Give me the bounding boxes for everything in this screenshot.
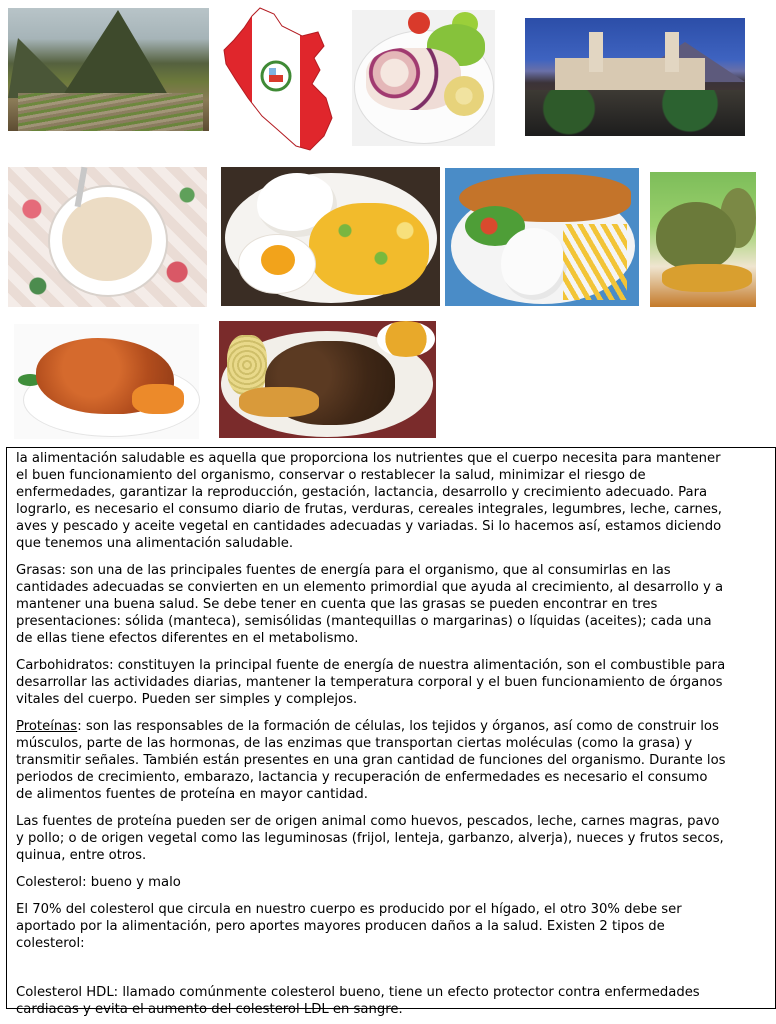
text-line: cantidades adecuadas se convierten en un elemento primordial que ayuda al crecimiento, al desarrollo y a	[16, 580, 724, 595]
leaf-bundle	[656, 202, 736, 270]
text-line: músculos, parte de las hormonas, de las enzimas que transportan ciertas moléculas (como la grasa) y	[16, 736, 693, 751]
text-line: cardiacas y evita el aumento del colesterol LDL en sangre.	[16, 1002, 403, 1017]
text-line: El 70% del colesterol que circula en nuestro cuerpo es producido por el hígado, el otro 30% debe ser	[16, 902, 682, 917]
corn-cob	[227, 335, 267, 395]
paragraph-carbohidratos	[16, 657, 775, 708]
text-line: que tenemos una alimentación saludable.	[16, 536, 294, 551]
arequipa-cathedral-photo	[525, 18, 745, 136]
text-line: aves y pescado y aceite vegetal en cantidades adecuadas y variadas. Si lo hacemos así, estamos diciendo	[16, 519, 722, 534]
roasted-cuy-photo	[14, 324, 199, 439]
document-text-box	[6, 447, 776, 1017]
text-line: Carbohidratos: constituyen la principal fuente de energía de nuestra alimentación, son el combustible para	[16, 658, 726, 673]
paragraph-colesterol	[16, 901, 775, 952]
text-line: la alimentación saludable es aquella que proporciona los nutrientes que el cuerpo necesita para mantener	[16, 451, 721, 466]
machu-picchu-photo	[8, 8, 209, 131]
cathedral-tower-right	[665, 32, 679, 72]
text-line: el buen funcionamiento del organismo, conservar o restablecer la salud, minimizar el riesgo de	[16, 468, 646, 483]
text-line: enfermedades, garantizar la reproducción, gestación, lactancia, desarrollo y crecimiento adecuado. Para	[16, 485, 708, 500]
paragraph-fuentes-proteina	[16, 813, 775, 864]
text-line: colesterol:	[16, 936, 85, 951]
text-line: Colesterol HDL: llamado comúnmente colesterol bueno, tiene un efecto protector contra enfermedades	[16, 985, 700, 1000]
paragraph-colesterol-heading	[16, 874, 775, 891]
text-line: de ellas tiene efectos diferentes en el metabolismo.	[16, 631, 359, 646]
tomato	[408, 12, 430, 34]
text-line	[16, 718, 775, 735]
text-line: quinua, entre otros.	[16, 848, 147, 863]
huayna-picchu-peak	[63, 10, 168, 95]
juanes-photo	[650, 172, 756, 307]
text-line: Las fuentes de proteína pueden ser de origen animal como huevos, pescados, leche, carnes magras, pavo	[16, 814, 720, 829]
text-line: desarrollar las actividades diarias, mantener la temperatura corporal y el buen funcionamiento de órganos	[16, 675, 723, 690]
fried-fish-photo	[445, 168, 639, 306]
paragraph-intro	[16, 450, 775, 552]
text-line: vitales del cuerpo. Pueden ser simples y complejos.	[16, 692, 358, 707]
paragraph-hdl	[16, 984, 775, 1018]
sweet-potato	[239, 387, 319, 417]
text-line: de alimentos fuentes de proteína en mayor cantidad.	[16, 787, 368, 802]
text-line: aportado por la alimentación, pero aportes mayores producen daños a la salud. Existen 2 tipos de	[16, 919, 665, 934]
pudding	[62, 197, 152, 281]
text-line: Colesterol: bueno y malo	[16, 875, 181, 890]
text-line: presentaciones: sólida (manteca), semisólidas (mantequillas o margarinas) o líquidas (aceites); cada una	[16, 614, 712, 629]
ceviche-photo	[352, 10, 495, 146]
ruins-terraces	[18, 93, 203, 131]
text-line: transmitir señales. También están presentes en una gran cantidad de funciones del organismo. Durante los	[16, 753, 726, 768]
egg-yolk	[261, 245, 295, 275]
blank-space	[16, 962, 775, 984]
text-line: lograrlo, es necesario el consumo diario de frutas, verduras, cereales integrales, legumbres, leche, carnes,	[16, 502, 723, 517]
french-fries	[563, 224, 627, 300]
corn-kernels	[444, 76, 484, 116]
mazamorra-photo	[8, 167, 207, 307]
paragraph-grasas	[16, 562, 775, 647]
cathedral-tower-left	[589, 32, 603, 72]
stew	[309, 203, 429, 295]
pachamanca-photo	[219, 321, 436, 438]
peru-map-svg	[222, 6, 334, 152]
plaza-trees	[525, 90, 745, 136]
text-line: periodos de crecimiento, embarazo, lactancia y recuperación de enfermedades es necesario el consumo	[16, 770, 708, 785]
rice	[501, 228, 567, 300]
fried-yuca	[662, 264, 752, 292]
sauce-bowl	[377, 321, 435, 357]
text-line: mantener una buena salud. Se debe tener en cuenta que las grasas se pueden encontrar en tres	[16, 597, 658, 612]
text-line: Grasas: son una de las principales fuentes de energía para el organismo, que al consumirlas en las	[16, 563, 671, 578]
rice-egg-stew-photo	[221, 167, 440, 306]
proteinas-term: Proteínas	[16, 719, 78, 734]
text-line: y pollo; o de origen vegetal como las leguminosas (frijol, lenteja, garbanzo, alverja), nueces y frutos secos,	[16, 831, 724, 846]
text-fragment: : son las responsables de la formación de células, los tejidos y órganos, así como de construir los	[77, 719, 719, 734]
peru-flag-map-image	[222, 6, 334, 152]
paragraph-proteinas	[16, 718, 775, 803]
sweet-potato	[132, 384, 184, 414]
